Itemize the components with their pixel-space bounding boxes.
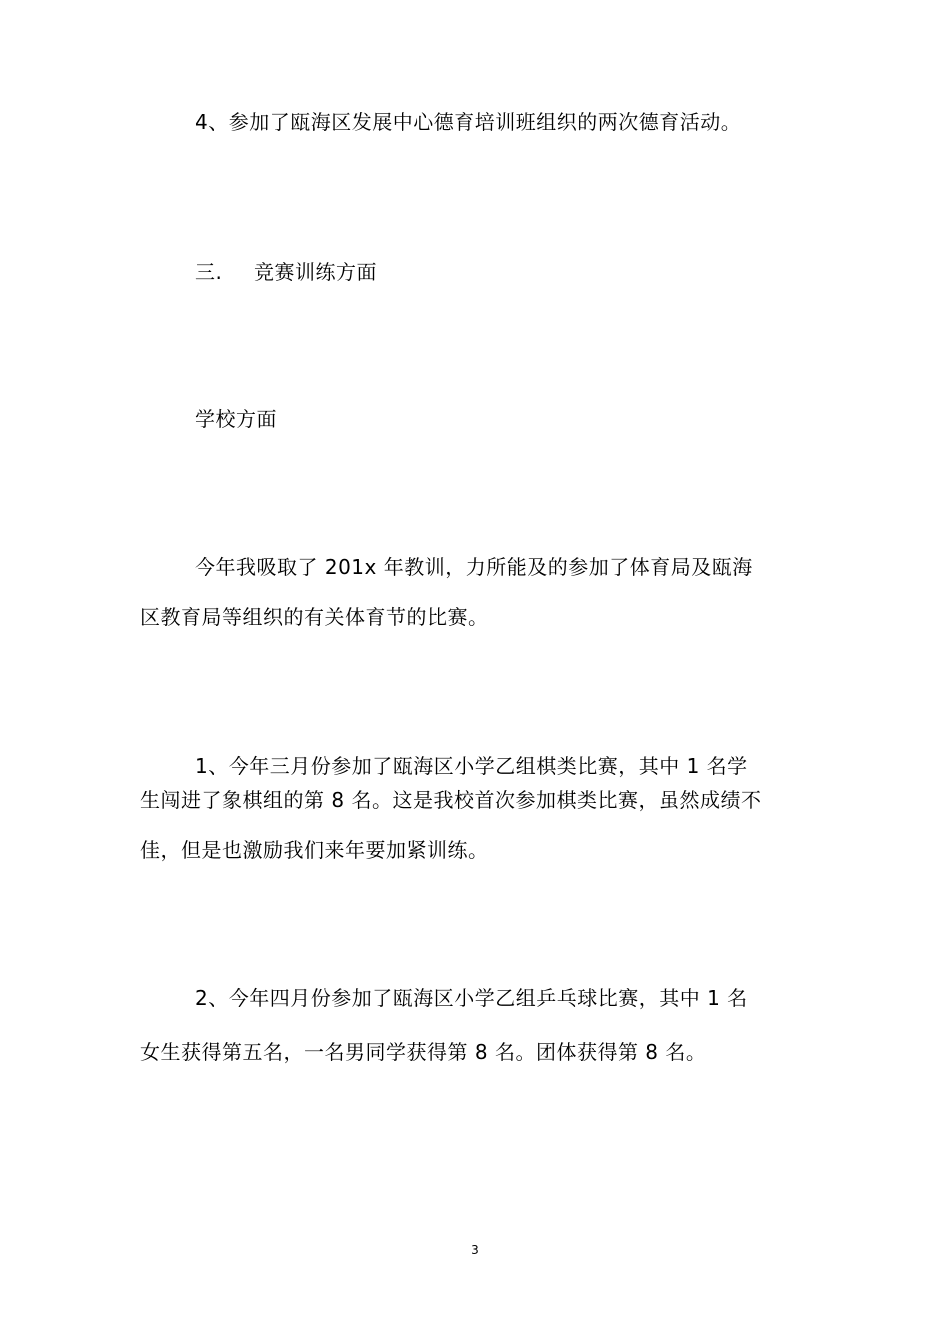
list-item-2-line-2: 女生获得第五名，一名男同学获得第 8 名。团体获得第 8 名。	[140, 1040, 707, 1064]
paragraph-intro-line-2: 区教育局等组织的有关体育节的比赛。	[140, 605, 489, 629]
section-number: 三.	[195, 260, 223, 284]
page-number: 3	[471, 1243, 479, 1257]
list-item-4: 4、参加了瓯海区发展中心德育培训班组织的两次德育活动。	[195, 110, 742, 134]
list-item-1-line-2: 生闯进了象棋组的第 8 名。这是我校首次参加棋类比赛，虽然成绩不	[140, 788, 762, 812]
list-item-1-line-3: 佳，但是也激励我们来年要加紧训练。	[140, 838, 489, 862]
paragraph-intro-line-1: 今年我吸取了 201x 年教训，力所能及的参加了体育局及瓯海	[195, 555, 753, 579]
list-item-1-line-1: 1、今年三月份参加了瓯海区小学乙组棋类比赛，其中 1 名学	[195, 754, 748, 778]
section-title: 竞赛训练方面	[254, 260, 377, 284]
subheading: 学校方面	[195, 407, 277, 431]
list-item-2-line-1: 2、今年四月份参加了瓯海区小学乙组乒乓球比赛，其中 1 名	[195, 986, 748, 1010]
